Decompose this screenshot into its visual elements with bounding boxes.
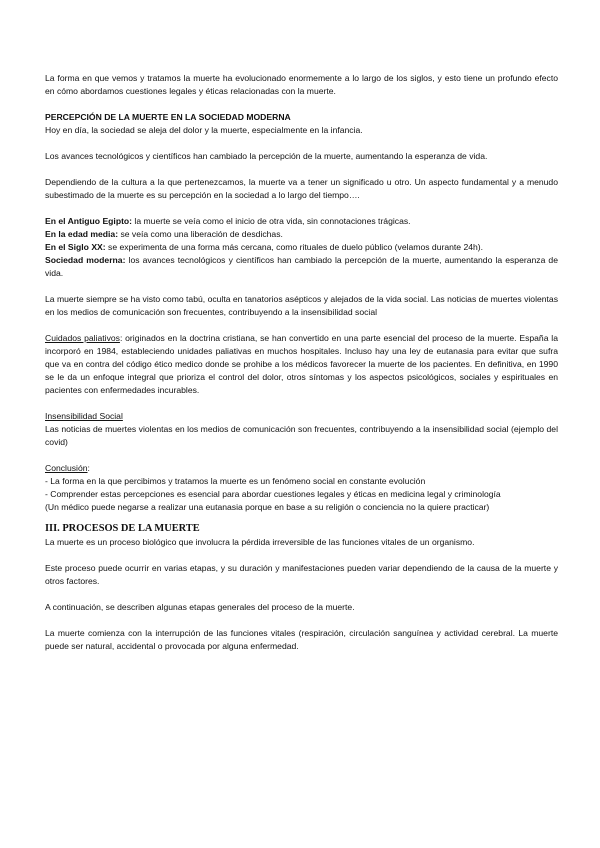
era-text: se veía como una liberación de desdichas. (118, 229, 283, 239)
era-text: la muerte se veía como el inicio de otra vida, sin connotaciones trágicas. (132, 216, 411, 226)
paragraph-cuidados-paliativos (45, 332, 558, 397)
conclusion-title: Conclusión (45, 463, 88, 473)
cuidados-paliativos-text: : originados en la doctrina cristiana, se han convertido en una parte esencial del proceso de la muerte. España la incorporó en 1984, estableciendo unidades paliativas en muchos hospitales. Incluso hay una ley de eutanasia para evitar que sufra que va en contra del código ético medico donde se prohibe a los médicos favorecer la muerte de los pacientes. En definitiva, en 1990 se le da un enfoque integral que prioriza el control del dolor, otros síntomas y los aspectos psicológicos, sociales y espirituales en pacientes con enfermedades incurables. (45, 333, 558, 395)
insensibilidad-text: Las noticias de muertes violentas en los medios de comunicación son frecuentes, contribuyendo a la insensibilidad social (ejemplo del covid) (45, 424, 558, 447)
era-label: En el Siglo XX: (45, 242, 106, 252)
conclusion-line: - La forma en la que percibimos y tratamos la muerte es un fenómeno social en constante evolución (45, 476, 426, 486)
paragraph-avances: Los avances tecnológicos y científicos han cambiado la percepción de la muerte, aumentando la esperanza de vida. (45, 151, 488, 161)
paragraph-continuacion: A continuación, se describen algunas etapas generales del proceso de la muerte. (45, 602, 355, 612)
paragraph-proceso-biologico: La muerte es un proceso biológico que involucra la pérdida irreversible de las funciones vitales de un organismo. (45, 537, 475, 547)
era-item-edad-media (45, 228, 558, 241)
paragraph-cultura: Dependiendo de la cultura a la que pertenezcamos, la muerte va a tener un significado u otro. Un aspecto fundamental y a menudo subestimado de la muerte es su percepción en la sociedad a lo largo del tiempo…. (45, 177, 558, 200)
conclusion-colon: : (87, 463, 90, 473)
era-text: se experimenta de una forma más cercana, como rituales de duelo público (velamos durante 24h). (105, 242, 484, 252)
conclusion-line: - Comprender estas percepciones es esencial para abordar cuestiones legales y éticas en medicina legal y criminología (45, 489, 501, 499)
era-text: los avances tecnológicos y científicos han cambiado la percepción de la muerte, aumentando la esperanza de vida. (45, 255, 558, 278)
era-label: Sociedad moderna: (45, 255, 126, 265)
paragraph-tabu: La muerte siempre se ha visto como tabú, oculta en tanatorios asépticos y alejados de la vida social. Las noticias de muertes violentas en los medios de comunicación son frecuentes, contribuyendo a la insensibilidad social (45, 294, 558, 317)
paragraph-etapas: Este proceso puede ocurrir en varias etapas, y su duración y manifestaciones pueden variar dependiendo de la causa de la muerte y otros factores. (45, 563, 558, 586)
section-heading-percepcion: PERCEPCIÓN DE LA MUERTE EN LA SOCIEDAD MODERNA (45, 112, 291, 122)
insensibilidad-title: Insensibilidad Social (45, 411, 123, 421)
era-item-siglo-xx (45, 241, 558, 254)
paragraph-sociedad-dolor: Hoy en día, la sociedad se aleja del dolor y la muerte, especialmente en la infancia. (45, 125, 363, 135)
conclusion-label (45, 462, 558, 475)
insensibilidad-label (45, 410, 558, 423)
conclusion-line: (Un médico puede negarse a realizar una eutanasia porque en base a su religión o conciencia no la quiere practicar) (45, 502, 490, 512)
era-item-egipto (45, 215, 558, 228)
cuidados-paliativos-label: Cuidados paliativos (45, 333, 120, 343)
era-label: En el Antiguo Egipto: (45, 216, 133, 226)
intro-paragraph: La forma en que vemos y tratamos la muerte ha evolucionado enormemente a lo largo de los siglos, y esto tiene un profundo efecto en cómo abordamos cuestiones legales y éticas relacionadas con la muerte. (45, 73, 558, 96)
document-page (45, 72, 558, 653)
era-item-moderna (45, 254, 558, 280)
eras-list (45, 215, 558, 280)
section-heading-procesos: III. PROCESOS DE LA MUERTE (45, 523, 200, 534)
era-label: En la edad media: (45, 229, 119, 239)
paragraph-interrupcion: La muerte comienza con la interrupción de las funciones vitales (respiración, circulación sanguínea y actividad cerebral. La muerte puede ser natural, accidental o provocada por alguna enfermedad. (45, 628, 558, 651)
